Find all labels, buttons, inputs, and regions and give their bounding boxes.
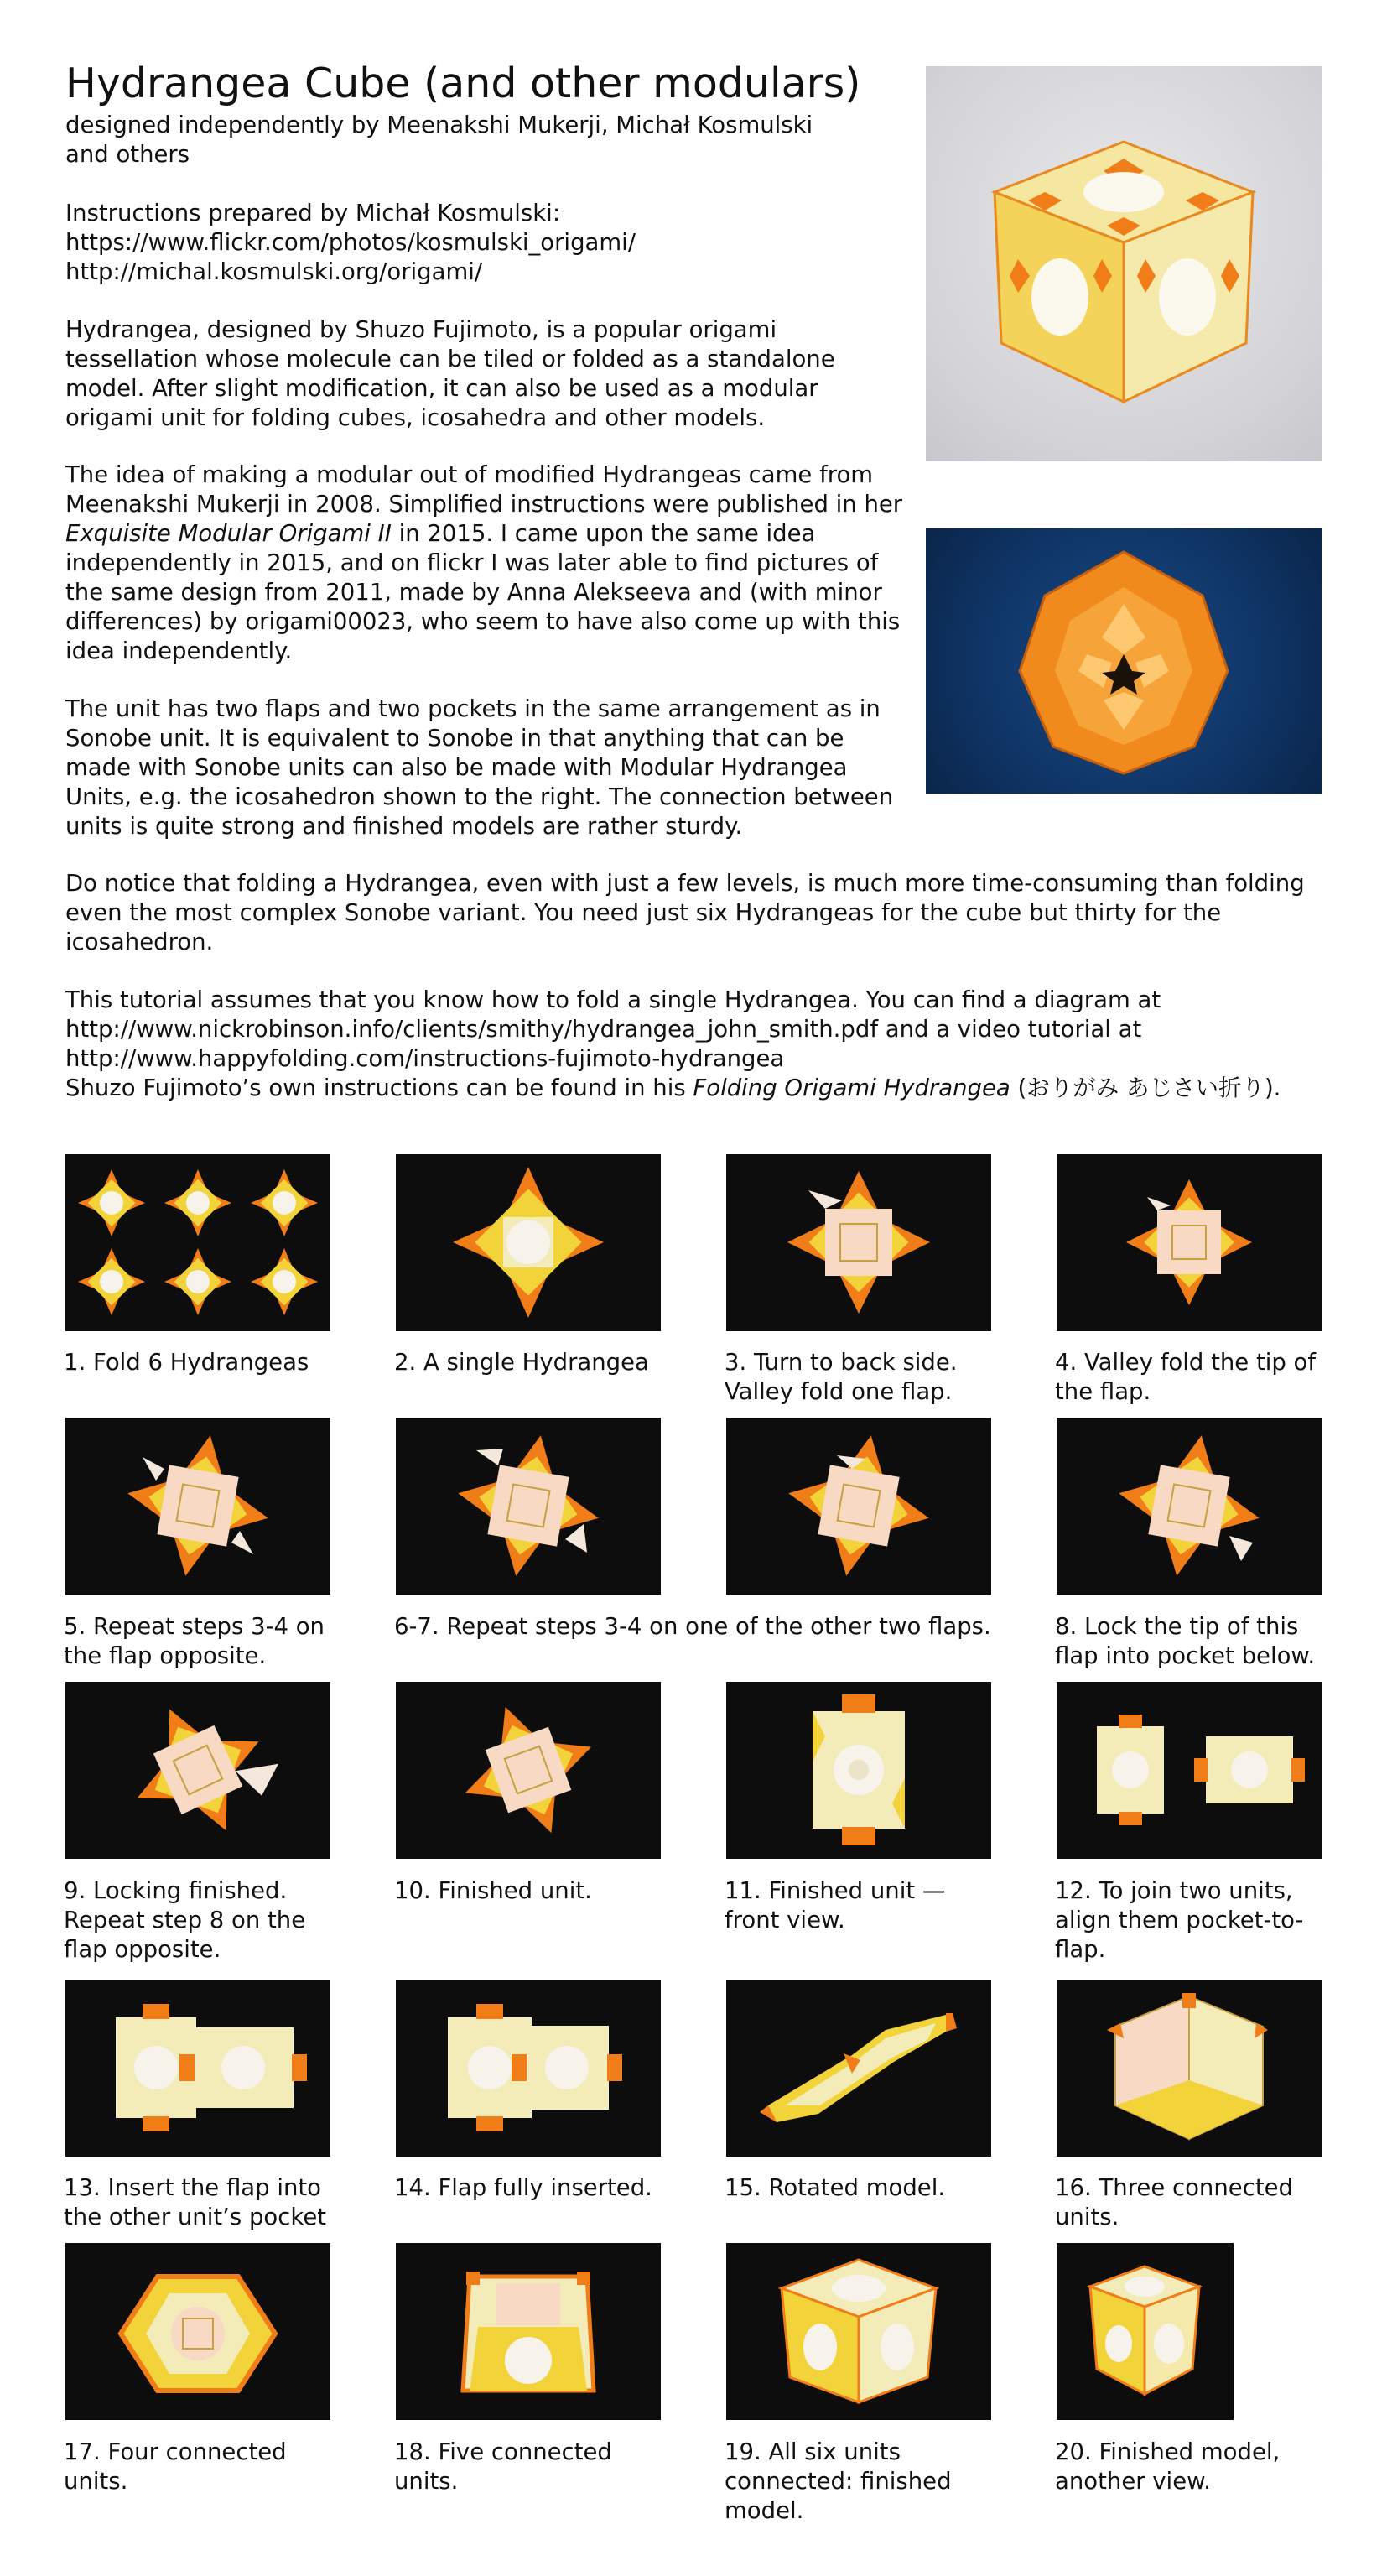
- step-17-photo: [65, 2243, 330, 2420]
- tutorial-line-1: This tutorial assumes that you know how to fold a single Hydrangea. You can find a diagram at: [65, 986, 1161, 1013]
- step-15-photo: [726, 1980, 991, 2157]
- step-6-7-caption: 6-7. Repeat steps 3-4 on one of the other two flaps.: [394, 1613, 991, 1640]
- step-15-caption: 15. Rotated model.: [725, 2174, 946, 2201]
- step-17-caption: 17. Four connected units.: [64, 2438, 287, 2495]
- step-3-photo: [726, 1154, 991, 1331]
- history-text-a: The idea of making a modular out of modified Hydrangeas came from Meenakshi Mukerji in 2008. Simplified instructions were published in her: [65, 461, 903, 518]
- step-4-caption: 4. Valley fold the tip of the flap.: [1055, 1349, 1317, 1405]
- cube-illustration: [926, 66, 1322, 461]
- page-title: Hydrangea Cube (and other modulars): [65, 60, 861, 107]
- tutorial-line-4: [65, 1074, 1348, 1103]
- icosahedron-photo: [926, 528, 1322, 794]
- step-1-caption: 1. Fold 6 Hydrangeas: [64, 1349, 309, 1376]
- step-20-photo: [1057, 2243, 1234, 2420]
- step-7-photo: [726, 1418, 991, 1595]
- icosahedron-illustration: [926, 528, 1322, 794]
- step-19-caption: 19. All six units connected: finished model.: [725, 2438, 952, 2524]
- step-6-photo: [396, 1418, 661, 1595]
- step-8-photo: [1057, 1418, 1322, 1595]
- step-12-caption: 12. To join two units, align them pocket-to-flap.: [1055, 1877, 1304, 1963]
- credits-text: [65, 199, 636, 287]
- single-hydrangea: [453, 1167, 604, 1318]
- notice-paragraph: Do notice that folding a Hydrangea, even with just a few levels, is much more time-consuming than folding even the most complex Sonobe variant. You need just six Hydrangeas for the cube but thirty for the icosahedron.: [65, 870, 1305, 955]
- step-18-caption: 18. Five connected units.: [394, 2438, 612, 2495]
- tutorial-link-video[interactable]: http://www.happyfolding.com/instructions-fujimoto-hydrangea: [65, 1045, 785, 1072]
- step-11-photo: [726, 1682, 991, 1859]
- step-14-caption: 14. Flap fully inserted.: [394, 2174, 652, 2201]
- step-10-photo: [396, 1682, 661, 1859]
- tutorial-book-title: Folding Origami Hydrangea: [693, 1075, 1010, 1101]
- history-paragraph: [65, 461, 904, 666]
- step-3-caption: 3. Turn to back side. Valley fold one flap.: [725, 1349, 958, 1405]
- step-16-photo: [1057, 1980, 1322, 2157]
- credits-line-1: Instructions prepared by Michał Kosmulski:: [65, 200, 561, 226]
- step-20-caption: 20. Finished model, another view.: [1055, 2438, 1281, 2495]
- history-text-b: in 2015. I came upon the same idea independently in 2015, and on flickr I was later able to find pictures of the same design from 2011, made by Anna Alekseeva and (with minor differences) by origami00023, who seem to have also come up with this idea independently.: [65, 520, 901, 664]
- step-19-photo: [726, 2243, 991, 2420]
- credits-link-flickr[interactable]: https://www.flickr.com/photos/kosmulski_origami/: [65, 229, 636, 256]
- step-5-caption: 5. Repeat steps 3-4 on the flap opposite.: [64, 1613, 325, 1669]
- designers-text: [65, 111, 813, 169]
- step-13-caption: 13. Insert the flap into the other unit’s pocket: [64, 2174, 327, 2230]
- tutorial-paragraph: [65, 986, 1348, 1103]
- cube-photo: [926, 66, 1322, 461]
- step-13-photo: [65, 1980, 330, 2157]
- tutorial-link-diagram[interactable]: http://www.nickrobinson.info/clients/smithy/hydrangea_john_smith.pdf and a video tutorial at: [65, 1016, 1142, 1043]
- history-book-title: Exquisite Modular Origami II: [65, 520, 392, 547]
- credits-link-website[interactable]: http://michal.kosmulski.org/origami/: [65, 258, 483, 285]
- tutorial-line-4a: Shuzo Fujimoto’s own instructions can be found in his: [65, 1075, 694, 1101]
- designers-line-1: designed independently by Meenakshi Mukerji, Michał Kosmulski: [65, 112, 813, 138]
- step-5-photo: [65, 1418, 330, 1595]
- step-9-caption: 9. Locking finished. Repeat step 8 on the flap opposite.: [64, 1877, 306, 1963]
- designers-line-2: and others: [65, 141, 190, 168]
- step-18-photo: [396, 2243, 661, 2420]
- step-14-photo: [396, 1980, 661, 2157]
- step-4-photo: [1057, 1154, 1322, 1331]
- tutorial-line-4b: (おりがみ あじさい折り).: [1010, 1075, 1281, 1101]
- unit-description-paragraph: The unit has two flaps and two pockets in the same arrangement as in Sonobe unit. It is equivalent to Sonobe in that anything that can be made with Sonobe units can also be made with Modular Hydrangea Units, e.g. the icosahedron shown to the right. The connection between units is quite strong and finished models are rather sturdy.: [65, 695, 894, 840]
- step-11-caption: 11. Finished unit — front view.: [725, 1877, 946, 1933]
- step-2-caption: 2. A single Hydrangea: [394, 1349, 649, 1376]
- step-12-photo: [1057, 1682, 1322, 1859]
- step-1-photo: [65, 1154, 330, 1331]
- step-10-caption: 10. Finished unit.: [394, 1877, 592, 1904]
- six-hydrangeas: [78, 1169, 318, 1315]
- step-9-photo: [65, 1682, 330, 1859]
- step-8-caption: 8. Lock the tip of this flap into pocket below.: [1055, 1613, 1316, 1669]
- step-2-photo: [396, 1154, 661, 1331]
- intro-paragraph: Hydrangea, designed by Shuzo Fujimoto, is a popular origami tessellation whose molecule can be tiled or folded as a standalone model. After slight modification, it can also be used as a modular origami unit for folding cubes, icosahedra and other models.: [65, 316, 835, 431]
- step-16-caption: 16. Three connected units.: [1055, 2174, 1293, 2230]
